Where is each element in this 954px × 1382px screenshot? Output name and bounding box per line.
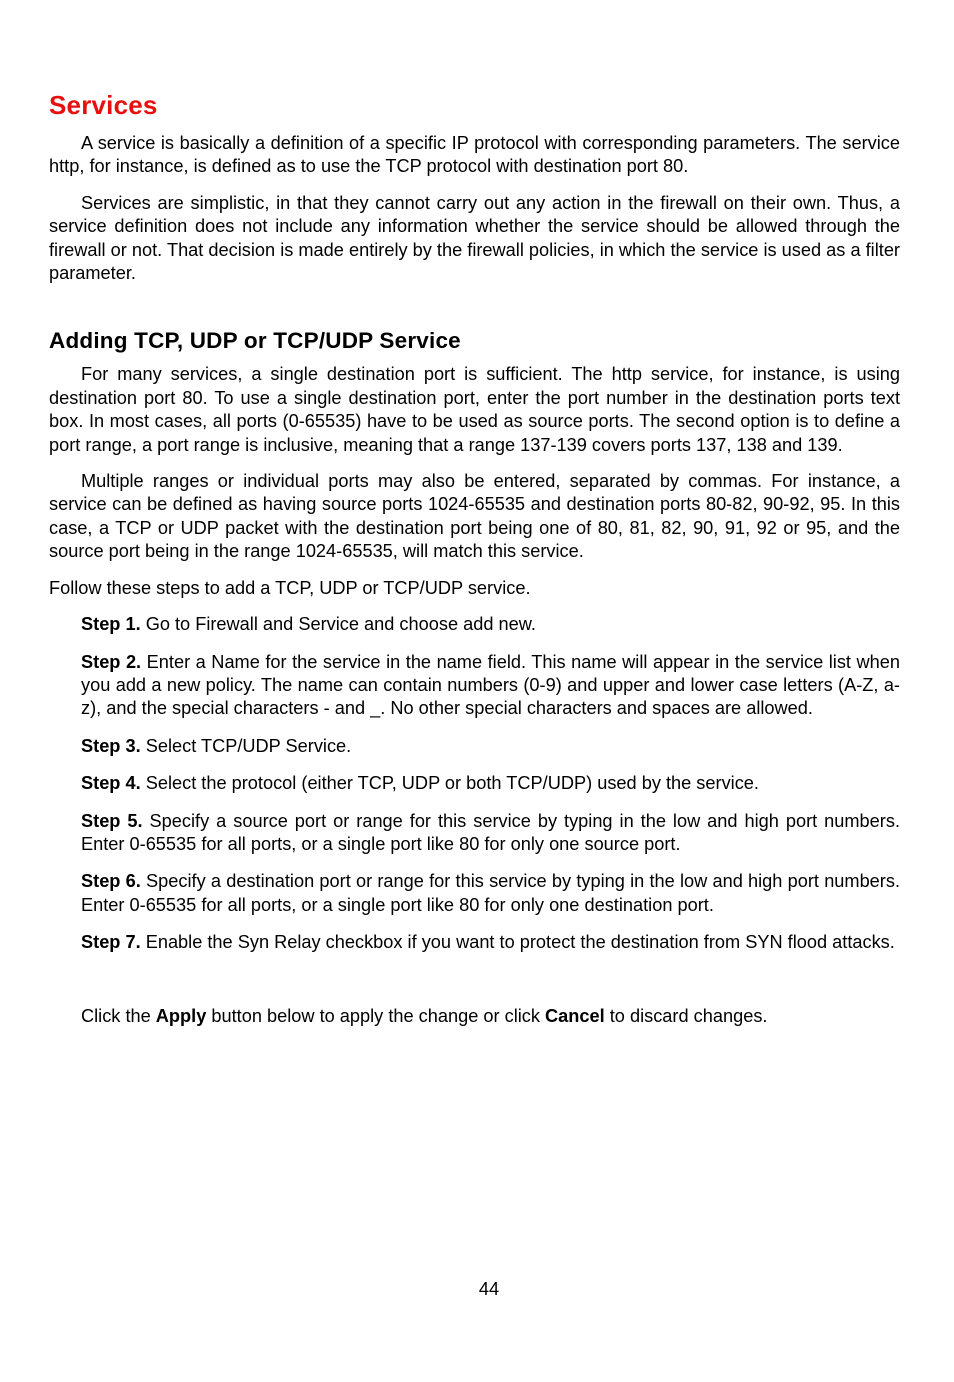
step-5 [81, 810, 900, 857]
step-label: Step 5. [81, 810, 143, 831]
step-text: Specify a destination port or range for this service by typing in the low and high port numbers. Enter 0-65535 for all ports, or a single port like 80 for only one destination port. [81, 871, 901, 915]
step-3 [81, 735, 900, 758]
closing-text-1: Click the [81, 1005, 156, 1026]
subsection-paragraph-1: For many services, a single destination port is sufficient. The http service, for instance, is using destination port 80. To use a single destination port, enter the port number in the destination ports text box. In most cases, all ports (0-65535) have to be used as source ports. The second option is to define a port range, a port range is inclusive, meaning that a range 137-139 covers ports 137, 138 and 139. [49, 364, 900, 455]
subsection-paragraph-2: Multiple ranges or individual ports may also be entered, separated by commas. For instance, a service can be defined as having source ports 1024-65535 and destination ports 80-82, 90-92, 95. In this case, a TCP or UDP packet with the destination port being one of 80, 81, 82, 90, 91, 92 or 95, and the source port being in the range 1024-65535, will match this service. [49, 471, 900, 562]
subsection-title: Adding TCP, UDP or TCP/UDP Service [49, 328, 461, 354]
step-text: Go to Firewall and Service and choose add new. [140, 614, 536, 635]
section-paragraph-2: Services are simplistic, in that they cannot carry out any action in the firewall on their own. Thus, a service definition does not include any information whether the service should be allowed through the firewall or not. That decision is made entirely by the firewall policies, in which the service is used as a filter parameter. [49, 192, 900, 284]
document-page [49, 86, 900, 1028]
apply-keyword: Apply [155, 1005, 207, 1026]
closing-text-3: to discard changes. [604, 1005, 768, 1026]
step-text: Select the protocol (either TCP, UDP or both TCP/UDP) used by the service. [140, 773, 759, 794]
step-label: Step 7. [81, 932, 141, 953]
step-4 [81, 772, 900, 795]
step-label: Step 4. [81, 773, 141, 794]
step-text: Enter a Name for the service in the name field. This name will appear in the service list when you add a new policy. The name can contain numbers (0-9) and upper and lower case letters (A-Z, a-z), and the special characters - and _. No other special characters and spaces are allowed. [81, 651, 900, 719]
steps-intro: Follow these steps to add a TCP, UDP or TCP/UDP service. [49, 577, 531, 598]
step-label: Step 6. [81, 871, 141, 892]
step-7 [81, 931, 900, 954]
closing-instruction [81, 1005, 900, 1028]
step-1 [81, 613, 900, 636]
closing-text-2: button below to apply the change or click [206, 1005, 546, 1026]
cancel-keyword: Cancel [545, 1005, 605, 1026]
page-number: 44 [478, 1279, 500, 1299]
step-label: Step 3. [81, 735, 141, 756]
step-2 [81, 651, 900, 721]
step-6 [81, 870, 900, 917]
step-label: Step 1. [81, 614, 141, 635]
step-text: Select TCP/UDP Service. [140, 735, 352, 756]
step-text: Specify a source port or range for this service by typing in the low and high port numbers. Enter 0-65535 for all ports, or a single port like 80 for only one source port. [81, 810, 900, 854]
section-title: Services [49, 90, 158, 120]
step-text: Enable the Syn Relay checkbox if you want to protect the destination from SYN flood attacks. [140, 932, 895, 953]
step-label: Step 2. [81, 651, 142, 672]
section-paragraph-1: A service is basically a definition of a specific IP protocol with corresponding parameters. The service http, for instance, is defined as to use the TCP protocol with destination port 80. [49, 133, 900, 177]
